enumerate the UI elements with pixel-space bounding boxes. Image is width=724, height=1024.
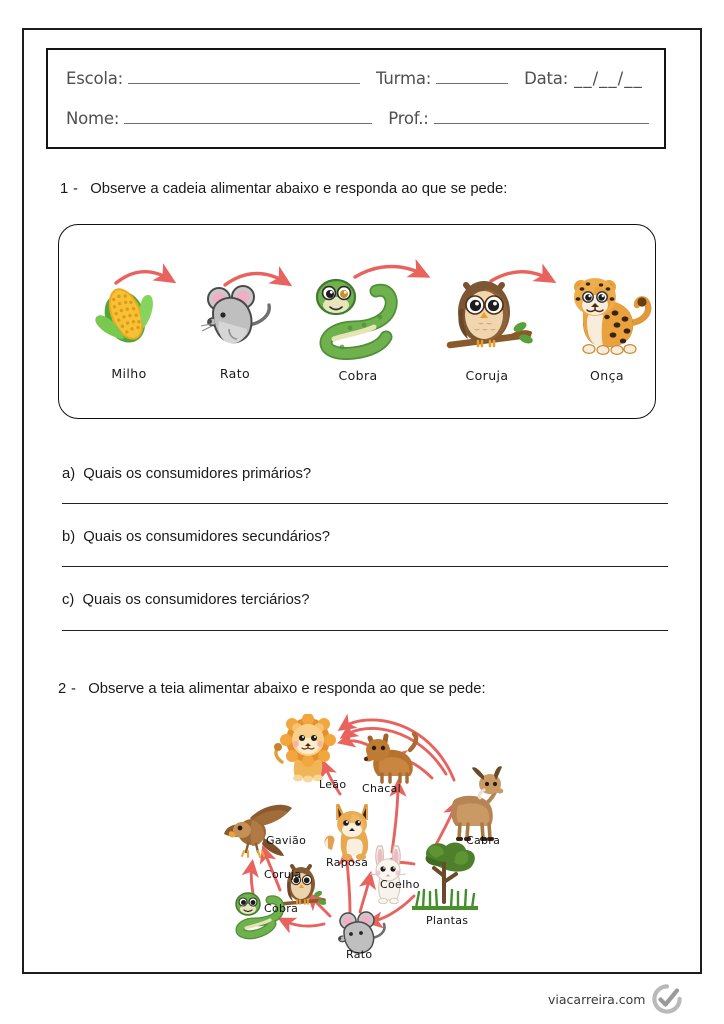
footer	[548, 984, 682, 1014]
web-label-cobra: Cobra	[264, 902, 299, 915]
web-node-chacal	[360, 724, 422, 791]
corn-icon	[86, 273, 172, 359]
data-input-line[interactable]: __/__/__	[574, 69, 643, 88]
web-node-cobra	[232, 888, 288, 945]
prof-input-line[interactable]	[434, 110, 649, 124]
subquestion-a	[62, 466, 311, 482]
answer-line-c[interactable]	[62, 630, 668, 631]
food-chain-illustration-box	[58, 224, 656, 419]
owl-icon	[436, 265, 538, 361]
header-row-1	[66, 69, 650, 88]
question-1-heading	[60, 181, 507, 197]
question-2-heading	[58, 681, 486, 697]
subquestion-c-label: c)	[62, 592, 75, 608]
web-label-coruja: Coruja	[264, 868, 302, 881]
jaguar-icon	[557, 265, 657, 361]
subquestion-b-text: Quais os consumidores secundários?	[83, 529, 331, 545]
answer-line-b[interactable]	[62, 566, 668, 567]
chain-item-onca	[555, 265, 659, 383]
check-circle-icon	[652, 984, 682, 1014]
food-web-illustration	[218, 702, 518, 960]
footer-site: viacarreira.com	[548, 991, 646, 1007]
snake-icon	[306, 265, 410, 361]
chain-label-onca: Onça	[590, 368, 624, 383]
hawk-icon	[222, 800, 296, 862]
lion-icon	[272, 714, 346, 786]
nome-input-line[interactable]	[124, 110, 372, 124]
subquestion-c-text: Quais os consumidores terciários?	[82, 592, 310, 608]
escola-label: Escola:	[66, 69, 124, 88]
web-label-raposa: Raposa	[326, 856, 369, 869]
web-label-coelho: Coelho	[380, 878, 420, 891]
header-row-2	[66, 109, 650, 128]
chain-item-rato	[187, 273, 283, 381]
question-1-prompt: Observe a cadeia alimentar abaixo e responda ao que se pede:	[90, 181, 508, 197]
subquestion-c	[62, 592, 309, 608]
turma-input-line[interactable]	[436, 70, 508, 84]
chain-label-milho: Milho	[111, 366, 147, 381]
web-node-plantas	[406, 840, 484, 917]
goat-icon	[440, 764, 508, 844]
web-label-chacal: Chacal	[362, 782, 402, 795]
jackal-icon	[360, 724, 422, 786]
subquestion-a-label: a)	[62, 466, 76, 482]
prof-label: Prof.:	[388, 109, 429, 128]
chain-item-milho	[83, 273, 175, 381]
student-info-box	[46, 48, 666, 149]
web-label-plantas: Plantas	[426, 914, 469, 927]
answer-line-a[interactable]	[62, 503, 668, 504]
web-label-rato: Rato	[346, 948, 373, 961]
question-1-number: 1 -	[60, 181, 79, 197]
question-2-number: 2 -	[58, 681, 77, 697]
data-label: Data:	[524, 69, 569, 88]
web-label-gaviao: Gavião	[266, 834, 307, 847]
web-label-leao: Leão	[319, 778, 347, 791]
nome-label: Nome:	[66, 109, 120, 128]
question-2-prompt: Observe a teia alimentar abaixo e responda ao que se pede:	[88, 681, 486, 697]
chain-label-rato: Rato	[219, 366, 251, 381]
subquestion-b-label: b)	[62, 529, 76, 545]
tree-icon	[406, 840, 484, 912]
chain-item-coruja	[433, 265, 541, 383]
subquestion-b	[62, 529, 330, 545]
web-label-cabra: Cabra	[466, 834, 501, 847]
chain-item-cobra	[303, 265, 413, 383]
mouse-icon	[189, 273, 281, 359]
subquestion-a-text: Quais os consumidores primários?	[83, 466, 312, 482]
chain-label-cobra: Cobra	[338, 368, 378, 383]
escola-input-line[interactable]	[128, 70, 360, 84]
chain-label-coruja: Coruja	[465, 368, 509, 383]
turma-label: Turma:	[376, 69, 432, 88]
